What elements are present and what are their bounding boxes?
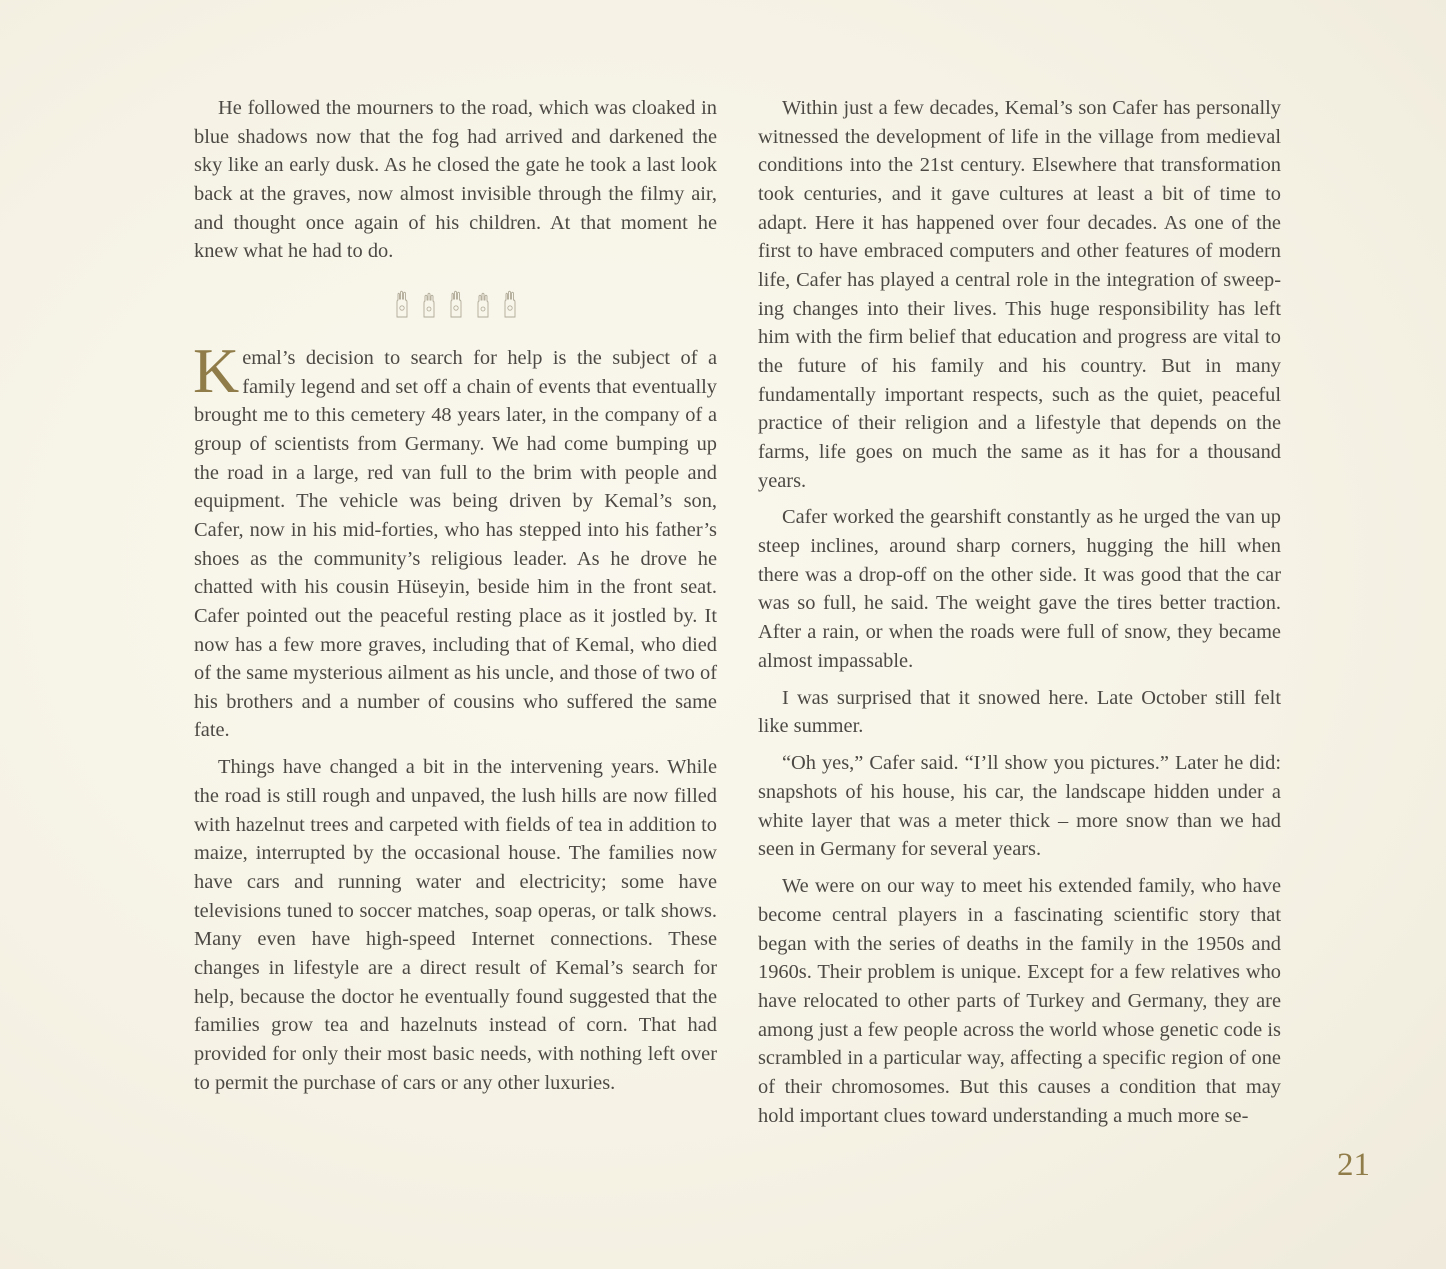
right-column: [758, 94, 1281, 1138]
hamsa-hand-icon: [502, 289, 518, 319]
paragraph-things-changed: Things have changed a bit in the intervening years. While the road is still rough and unpaved, the lush hills are now filled with hazelnut trees and carpeted with fields of tea in addition to maize, interrupted by the occasional house. The families now have cars and running water and electricity; some have televisions tuned to soccer matches, soap operas, or talk shows. Many even have high-speed Internet connections. These changes in lifestyle are a direct result of Kemal’s search for help, because the doctor he eventually found suggested that the families grow tea and hazelnuts instead of corn. That had provided for only their most basic needs, with nothing left over to permit the purchase of cars or any other luxuries.: [194, 756, 717, 1094]
paragraph-kemal-decision-text: emal’s decision to search for help is the subject of a family legend and set off a chain of events that eventually brought me to this cemetery 48 years later, in the company of a group of scientists from Germany. We had come bumping up the road in a large, red van full to the brim with people and equipment. The vehicle was being driven by Kemal’s son, Cafer, now in his mid-forties, who has stepped into his father’s shoes as the community’s religious leader. As he drove he chatted with his cousin Hüseyin, beside him in the front seat. Cafer pointed out the peaceful resting place as it jostled by. It now has a few more graves, including that of Kemal, who died of the same mysterious ailment as his uncle, and those of two of his brothers and a number of cousins who suffered the same fate.: [194, 346, 717, 742]
hamsa-hand-icon: [476, 289, 490, 319]
paragraph-extended-family: We were on our way to meet his extended family, who have become central players in a fascinating scientific story that began with the series of deaths in the family in the 1950s and 1960s. Their problem is unique. Except for a few relatives who have relocated to other parts of Turkey and Germany, they are among just a few people across the world whose genetic code is scrambled in a particular way, affecting a specific region of one of their chromosomes. But this causes a condition that may hold important clues toward understanding a much more se-: [758, 875, 1281, 1127]
hamsa-hand-icon: [422, 289, 436, 319]
hamsa-hand-icon: [394, 289, 410, 319]
hamsa-hand-icon: [448, 289, 464, 319]
drop-cap: K: [193, 334, 240, 406]
paragraph-mourners: He followed the mourners to the road, which was cloaked in blue shadows now that the fog had arrived and darkened the sky like an early dusk. As he closed the gate he took a last look back at the graves, now almost invisible through the filmy air, and thought once again of his children. At that moment he knew what he had to do.: [194, 97, 717, 263]
paragraph-pictures: “Oh yes,” Cafer said. “I’ll show you pictures.” Later he did: snapshots of his house, his car, the landscape hidden under a white layer that was a meter thick – more snow than we had seen in Germany for several years.: [758, 752, 1281, 861]
paragraph-within-decades: Within just a few decades, Kemal’s son Cafer has personally witnessed the development of life in the village from medieval conditions into the 21st century. Elsewhere that transformation took centuries, and it gave cultures at least a bit of time to adapt. Here it has happened over four decades. As one of the first to have embraced computers and other features of modern life, Cafer has played a central role in the integration of sweeping changes into their lives. This huge responsibility has left him with the firm belief that education and progress are vital to the future of his family and his country. But in many fundamentally important respects, such as the quiet, peaceful practice of their religion and a lifestyle that depends on the farms, life goes on much the same as it has for a thousand years.: [758, 97, 1281, 492]
paragraph-kemal-decision: [193, 334, 717, 745]
page-number: 21: [1337, 1147, 1370, 1183]
left-column: [194, 94, 717, 1106]
section-break-ornament: [194, 288, 717, 320]
paragraph-snowed: I was surprised that it snowed here. Late October still felt like summer.: [758, 686, 1281, 738]
paragraph-gearshift: Cafer worked the gearshift constantly as he urged the van up steep inclines, around sharp corners, hugging the hill when there was a drop-off on the other side. It was good that the car was so full, he said. The weight gave the tires better traction. After a rain, or when the roads were full of snow, they became almost impassable.: [758, 506, 1281, 672]
